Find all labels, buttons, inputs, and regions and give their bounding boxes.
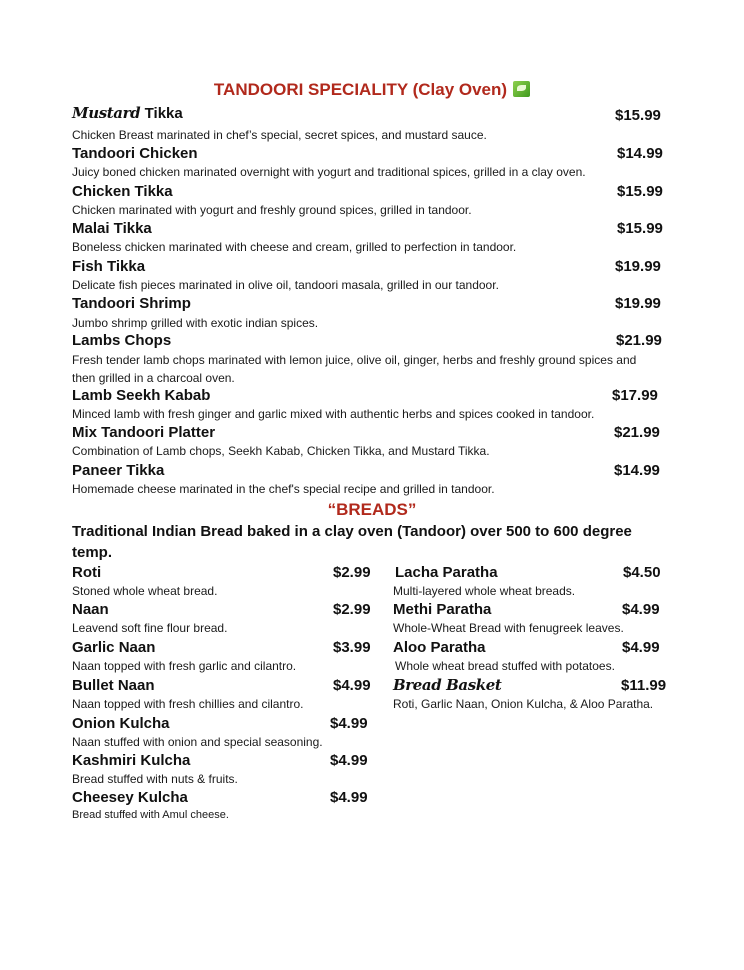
menu-item-description: Minced lamb with fresh ginger and garlic mixed with authentic herbs and spices cooked in tandoor. bbox=[72, 407, 595, 421]
bread-item-name: Kashmiri Kulcha bbox=[72, 752, 191, 769]
menu-item-name: Chicken Tikka bbox=[72, 183, 173, 200]
bread-item-price: $2.99 bbox=[333, 601, 371, 618]
bread-item-description: Naan topped with fresh garlic and cilantro. bbox=[72, 659, 297, 673]
bread-item-name: Bread Basket bbox=[393, 676, 502, 694]
menu-item-price: $19.99 bbox=[615, 295, 661, 312]
menu-item-name: Lamb Seekh Kabab bbox=[72, 387, 211, 404]
bread-item-description: Naan topped with fresh chillies and cilantro. bbox=[72, 697, 304, 711]
bread-item-price: $3.99 bbox=[333, 639, 371, 656]
bread-item-price: $4.99 bbox=[622, 601, 660, 618]
menu-item-name: Fish Tikka bbox=[72, 258, 146, 275]
menu-item-name: Malai Tikka bbox=[72, 220, 152, 237]
menu-item-price: $14.99 bbox=[614, 462, 660, 479]
bread-item-price: $4.99 bbox=[333, 677, 371, 694]
bread-item-description: Naan stuffed with onion and special seasoning. bbox=[72, 735, 323, 749]
menu-item-price: $14.99 bbox=[617, 145, 663, 162]
bread-item-description: Multi-layered whole wheat breads. bbox=[393, 584, 576, 598]
menu-item-description: Juicy boned chicken marinated overnight with yogurt and traditional spices, grilled in a clay oven. bbox=[72, 165, 586, 179]
bread-item-description: Roti, Garlic Naan, Onion Kulcha, & Aloo Paratha. bbox=[393, 697, 654, 711]
menu-item-price: $15.99 bbox=[615, 107, 661, 124]
bread-item-description: Whole wheat bread stuffed with potatoes. bbox=[395, 659, 615, 673]
menu-item-description: Chicken marinated with yogurt and freshly ground spices, grilled in tandoor. bbox=[72, 203, 472, 217]
menu-item-name: Tandoori Shrimp bbox=[72, 295, 191, 312]
breads-intro: Traditional Indian Bread baked in a clay oven (Tandoor) over 500 to 600 degree temp. bbox=[72, 523, 632, 561]
tandoori-section-title: TANDOORI SPECIALITY (Clay Oven) bbox=[0, 80, 744, 100]
menu-item-price: $21.99 bbox=[614, 424, 660, 441]
bread-item-description: Bread stuffed with nuts & fruits. bbox=[72, 772, 238, 786]
menu-item-description: Boneless chicken marinated with cheese and cream, grilled to perfection in tandoor. bbox=[72, 240, 517, 254]
bread-item-description: Bread stuffed with Amul cheese. bbox=[72, 809, 229, 821]
menu-item-description: Homemade cheese marinated in the chef's special recipe and grilled in tandoor. bbox=[72, 482, 495, 496]
menu-item-name: Lambs Chops bbox=[72, 332, 172, 349]
menu-item-description: Combination of Lamb chops, Seekh Kabab, Chicken Tikka, and Mustard Tikka. bbox=[72, 444, 490, 458]
bread-item-name: Garlic Naan bbox=[72, 639, 156, 656]
bread-item-price: $4.99 bbox=[330, 789, 368, 806]
bread-item-description: Stoned whole wheat bread. bbox=[72, 584, 218, 598]
bread-item-price: $4.99 bbox=[622, 639, 660, 656]
bread-item-name: Onion Kulcha bbox=[72, 715, 170, 732]
menu-item-price: $19.99 bbox=[615, 258, 661, 275]
menu-item-name: Tandoori Chicken bbox=[72, 145, 198, 162]
bread-item-price: $11.99 bbox=[621, 677, 667, 694]
menu-item-description: Chicken Breast marinated in chef’s special, secret spices, and mustard sauce. bbox=[72, 128, 487, 142]
breads-section-title: “BREADS” bbox=[327, 500, 417, 519]
bread-item-description: Leavend soft fine flour bread. bbox=[72, 621, 228, 635]
leaf-icon bbox=[513, 81, 530, 97]
bread-item-name: Bullet Naan bbox=[72, 677, 155, 694]
bread-item-name: Lacha Paratha bbox=[395, 564, 498, 581]
bread-item-description: Whole-Wheat Bread with fenugreek leaves. bbox=[393, 621, 624, 635]
menu-item-price: $17.99 bbox=[612, 387, 658, 404]
menu-item-description: Jumbo shrimp grilled with exotic indian spices. bbox=[72, 316, 319, 330]
bread-item-price: $2.99 bbox=[333, 564, 371, 581]
menu-item-name: Mustard Tikka bbox=[72, 104, 183, 122]
menu-item-description: Delicate fish pieces marinated in olive oil, tandoori masala, grilled in our tandoor. bbox=[72, 278, 499, 292]
bread-item-name: Naan bbox=[72, 601, 109, 618]
bread-item-price: $4.99 bbox=[330, 715, 368, 732]
menu-item-price: $15.99 bbox=[617, 220, 663, 237]
menu-item-name: Paneer Tikka bbox=[72, 462, 165, 479]
bread-item-price: $4.50 bbox=[623, 564, 661, 581]
bread-item-name: Roti bbox=[72, 564, 102, 581]
bread-item-name: Aloo Paratha bbox=[393, 639, 486, 656]
menu-item-description: Fresh tender lamb chops marinated with lemon juice, olive oil, ginger, herbs and freshly ground spices and then grilled in a charcoal oven. bbox=[72, 353, 637, 385]
menu-item-name: Mix Tandoori Platter bbox=[72, 424, 216, 441]
bread-item-name: Cheesey Kulcha bbox=[72, 789, 188, 806]
bread-item-name: Methi Paratha bbox=[393, 601, 492, 618]
menu-item-price: $21.99 bbox=[616, 332, 662, 349]
menu-item-price: $15.99 bbox=[617, 183, 663, 200]
bread-item-price: $4.99 bbox=[330, 752, 368, 769]
